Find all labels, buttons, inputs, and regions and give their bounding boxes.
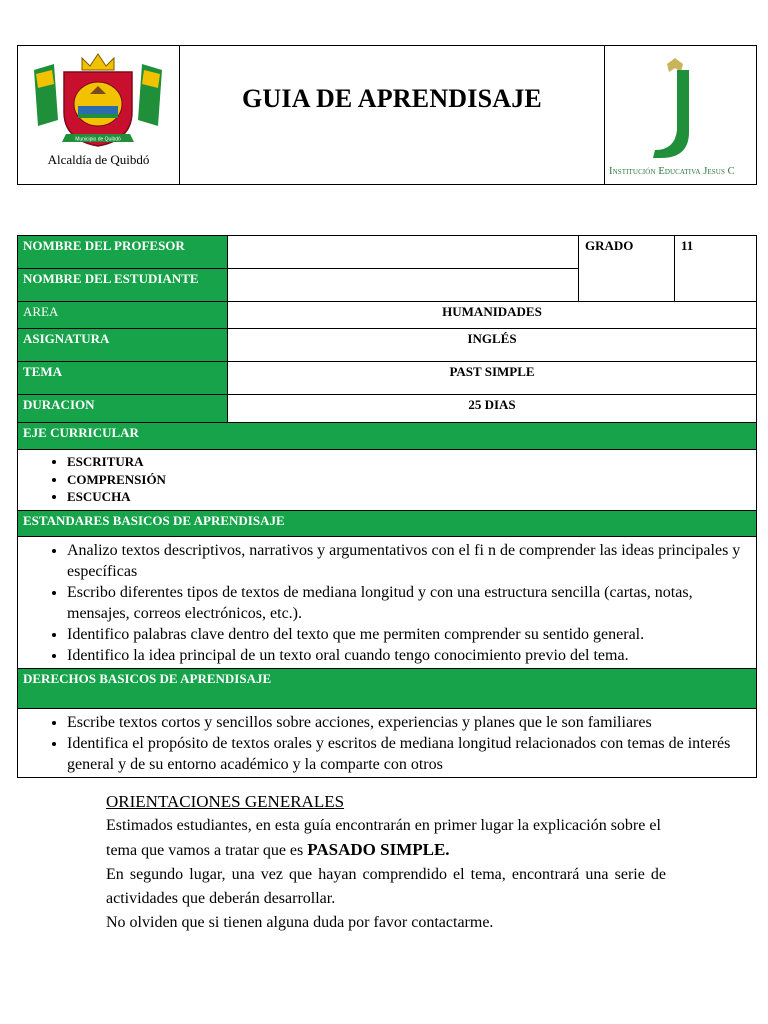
- profesor-row: [18, 236, 578, 269]
- profesor-label: NOMBRE DEL PROFESOR: [18, 236, 228, 268]
- tema-value: PAST SIMPLE: [449, 364, 535, 379]
- estandares-label: ESTANDARES BASICOS DE APRENDISAJE: [18, 511, 756, 536]
- duracion-row: [18, 395, 756, 423]
- list-item: • Identifico la idea principal de un texto oral cuando tengo conocimiento previo del tema.: [67, 645, 750, 666]
- quibdo-crest-logo: [24, 50, 172, 152]
- derechos-items-row: [18, 709, 756, 777]
- list-item: • Escribe textos cortos y sencillos sobre acciones, experiencias y planes que le son familiares: [67, 712, 750, 733]
- area-row: [18, 302, 756, 329]
- list-item: • COMPRENSIÓN: [67, 471, 166, 489]
- document-header: [17, 45, 757, 185]
- school-name: Institución Educativa Jesus C: [609, 166, 735, 177]
- grado-label: GRADO: [579, 236, 675, 301]
- orientaciones-section: [106, 790, 666, 935]
- municipality-caption: Alcaldía de Quibdó: [47, 152, 150, 167]
- teacher-student-block: [18, 236, 756, 302]
- list-item: • ESCRITURA: [67, 453, 166, 471]
- list-item: • Identifica el propósito de textos orales y escritos de mediana longitud relacionados con temas de interés general y de su entorno académico y la comparte con otros: [67, 733, 750, 775]
- eje-items-row: [18, 450, 756, 511]
- header-title-cell: [180, 46, 605, 184]
- estudiante-label: NOMBRE DEL ESTUDIANTE: [18, 269, 228, 301]
- duracion-label: DURACION: [18, 395, 228, 422]
- asignatura-label: ASIGNATURA: [18, 329, 228, 361]
- orientaciones-paragraph-1: [106, 814, 666, 863]
- crest-text: Municipio de Quibdó: [75, 136, 121, 143]
- derechos-label: DERECHOS BASICOS DE APRENDISAJE: [18, 669, 756, 708]
- tema-row: [18, 362, 756, 395]
- eje-header-row: [18, 423, 756, 450]
- derechos-header-row: [18, 669, 756, 709]
- derechos-list: [18, 709, 756, 777]
- eje-label: EJE CURRICULAR: [18, 423, 756, 449]
- estandares-header-row: [18, 511, 756, 537]
- header-right-cell: [605, 46, 756, 184]
- info-table: [17, 235, 757, 778]
- list-item: • Escribo diferentes tipos de textos de mediana longitud y con una estructura sencilla (cartas, notas, mensajes, correos electrónicos, etc.).: [67, 582, 750, 624]
- area-label: AREA: [18, 302, 228, 328]
- page-title: GUIA DE APRENDISAJE: [242, 84, 542, 113]
- duracion-value: 25 DIAS: [468, 397, 516, 412]
- topic-emphasis: PASADO SIMPLE.: [307, 840, 450, 859]
- header-left-cell: [18, 46, 180, 184]
- grado-value: 11: [681, 238, 694, 253]
- orientaciones-line-1: Estimados estudiantes, en esta guía encontrarán en primer lugar la explicación sobre el tema que vamos a tratar que es: [106, 817, 661, 859]
- estudiante-row: [18, 269, 578, 301]
- school-logo: [645, 58, 705, 162]
- list-item: • Identifico palabras clave dentro del texto que me permiten comprender su sentido general.: [67, 624, 750, 645]
- area-value: HUMANIDADES: [442, 304, 542, 319]
- asignatura-row: [18, 329, 756, 362]
- estandares-list: [18, 537, 756, 668]
- estandares-items-row: [18, 537, 756, 669]
- asignatura-value: INGLÉS: [467, 331, 517, 346]
- orientaciones-title: ORIENTACIONES GENERALES: [106, 792, 345, 811]
- list-item: • ESCUCHA: [67, 488, 166, 506]
- tema-label: TEMA: [18, 362, 228, 394]
- estudiante-field[interactable]: [228, 269, 578, 301]
- list-item: • Analizo textos descriptivos, narrativos y argumentativos con el fi n de comprender las ideas principales y específicas: [67, 540, 750, 582]
- profesor-field[interactable]: [228, 236, 578, 268]
- orientaciones-line-3: No olviden que si tienen alguna duda por favor contactarme.: [106, 914, 494, 931]
- eje-list: [18, 450, 166, 510]
- orientaciones-line-2: En segundo lugar, una vez que hayan comprendido el tema, encontrará una serie de actividades que deberán desarrollar.: [106, 866, 666, 907]
